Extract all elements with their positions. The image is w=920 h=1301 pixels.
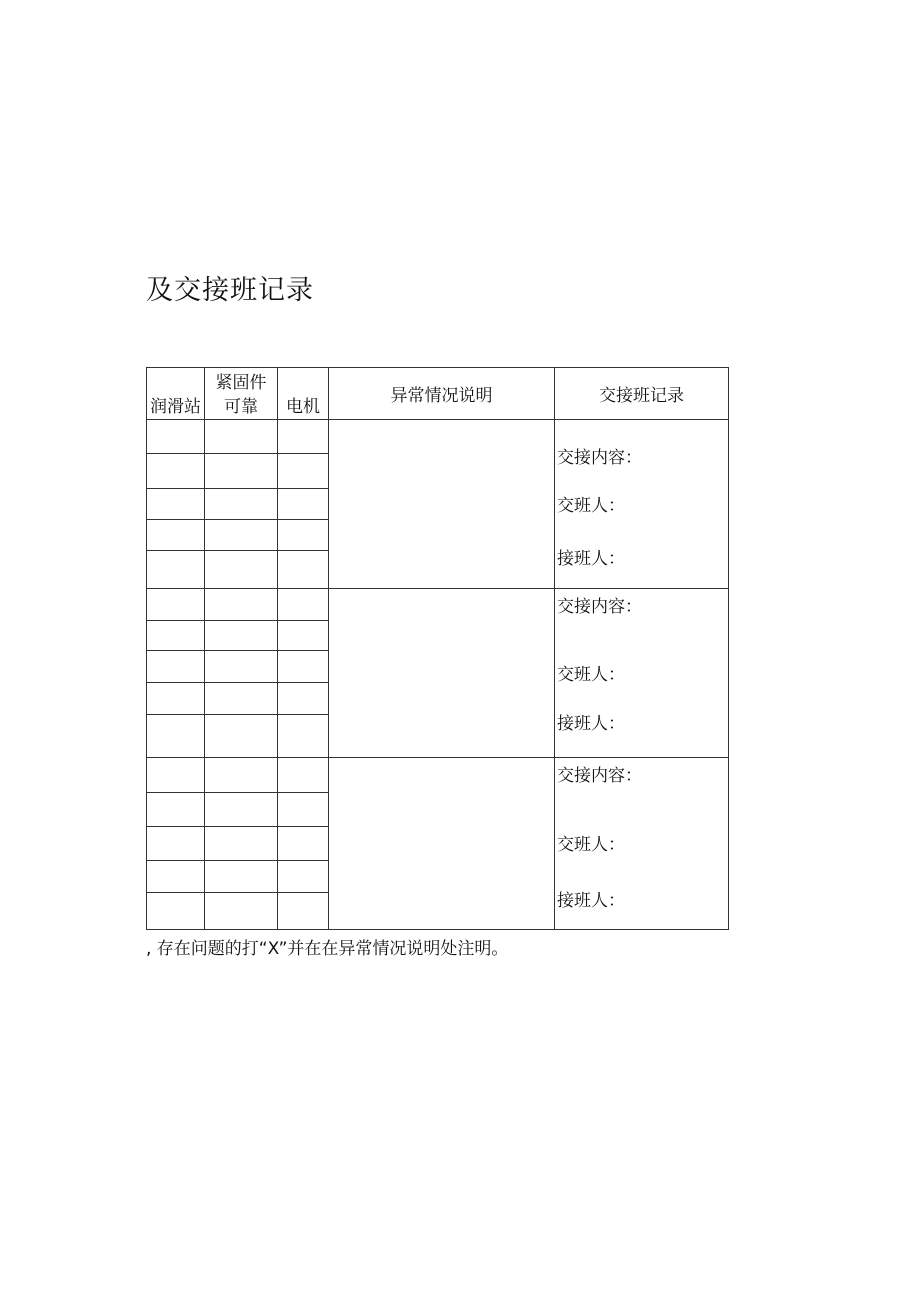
header-motor: 电机 (278, 368, 329, 420)
motor-cell[interactable] (278, 520, 329, 551)
motor-cell[interactable] (278, 420, 329, 454)
motor-cell[interactable] (278, 551, 329, 589)
handing-over-person-label: 交班人： (557, 496, 625, 516)
receiving-person-label: 接班人： (557, 714, 625, 734)
lubrication-cell[interactable] (147, 758, 205, 793)
fastener-cell[interactable] (205, 420, 278, 454)
lubrication-cell[interactable] (147, 589, 205, 621)
receiving-person-label: 接班人： (557, 891, 625, 911)
lubrication-cell[interactable] (147, 715, 205, 758)
motor-cell[interactable] (278, 793, 329, 827)
lubrication-cell[interactable] (147, 520, 205, 551)
handover-content-label: 交接内容： (557, 766, 642, 786)
header-abnormal-description: 异常情况说明 (329, 368, 555, 420)
motor-cell[interactable] (278, 861, 329, 893)
lubrication-cell[interactable] (147, 893, 205, 930)
motor-cell[interactable] (278, 651, 329, 683)
footnote: , 存在问题的打“X”并在在异常情况说明处注明。 (146, 939, 509, 959)
lubrication-cell[interactable] (147, 651, 205, 683)
fastener-cell[interactable] (205, 589, 278, 621)
handover-content-label: 交接内容： (557, 597, 642, 617)
abnormal-description-cell[interactable] (329, 758, 555, 930)
abnormal-description-cell[interactable] (329, 420, 555, 589)
handing-over-person-label: 交班人： (557, 665, 625, 685)
page-title: 及交接班记录 (146, 275, 314, 306)
motor-cell[interactable] (278, 893, 329, 930)
handing-over-person-label: 交班人： (557, 835, 625, 855)
fastener-cell[interactable] (205, 683, 278, 715)
lubrication-cell[interactable] (147, 827, 205, 861)
receiving-person-label: 接班人： (557, 549, 625, 569)
motor-cell[interactable] (278, 454, 329, 489)
fastener-cell[interactable] (205, 651, 278, 683)
lubrication-cell[interactable] (147, 454, 205, 489)
handover-record-cell[interactable] (555, 758, 729, 930)
fastener-cell[interactable] (205, 893, 278, 930)
fastener-cell[interactable] (205, 715, 278, 758)
motor-cell[interactable] (278, 827, 329, 861)
lubrication-cell[interactable] (147, 420, 205, 454)
fastener-cell[interactable] (205, 861, 278, 893)
motor-cell[interactable] (278, 621, 329, 651)
handover-content-label: 交接内容： (557, 448, 642, 468)
handover-record-cell[interactable] (555, 589, 729, 758)
lubrication-cell[interactable] (147, 793, 205, 827)
fastener-cell[interactable] (205, 827, 278, 861)
abnormal-description-cell[interactable] (329, 589, 555, 758)
motor-cell[interactable] (278, 489, 329, 520)
table-row (147, 420, 729, 454)
fastener-cell[interactable] (205, 454, 278, 489)
header-row (147, 368, 729, 420)
fastener-cell[interactable] (205, 793, 278, 827)
lubrication-cell[interactable] (147, 621, 205, 651)
lubrication-cell[interactable] (147, 683, 205, 715)
header-fastener-line1: 紧固件 (215, 373, 267, 393)
fastener-cell[interactable] (205, 520, 278, 551)
header-fastener-reliable (205, 368, 278, 420)
fastener-cell[interactable] (205, 621, 278, 651)
fastener-cell[interactable] (205, 489, 278, 520)
motor-cell[interactable] (278, 589, 329, 621)
fastener-cell[interactable] (205, 551, 278, 589)
lubrication-cell[interactable] (147, 489, 205, 520)
inspection-handover-table (146, 367, 729, 930)
handover-record-cell[interactable] (555, 420, 729, 589)
table-row (147, 758, 729, 793)
motor-cell[interactable] (278, 715, 329, 758)
header-handover-record: 交接班记录 (555, 368, 729, 420)
motor-cell[interactable] (278, 758, 329, 793)
table-row (147, 589, 729, 621)
motor-cell[interactable] (278, 683, 329, 715)
header-lubrication-station: 润滑站 (147, 368, 205, 420)
lubrication-cell[interactable] (147, 861, 205, 893)
lubrication-cell[interactable] (147, 551, 205, 589)
header-fastener-line2: 可靠 (224, 397, 258, 417)
fastener-cell[interactable] (205, 758, 278, 793)
